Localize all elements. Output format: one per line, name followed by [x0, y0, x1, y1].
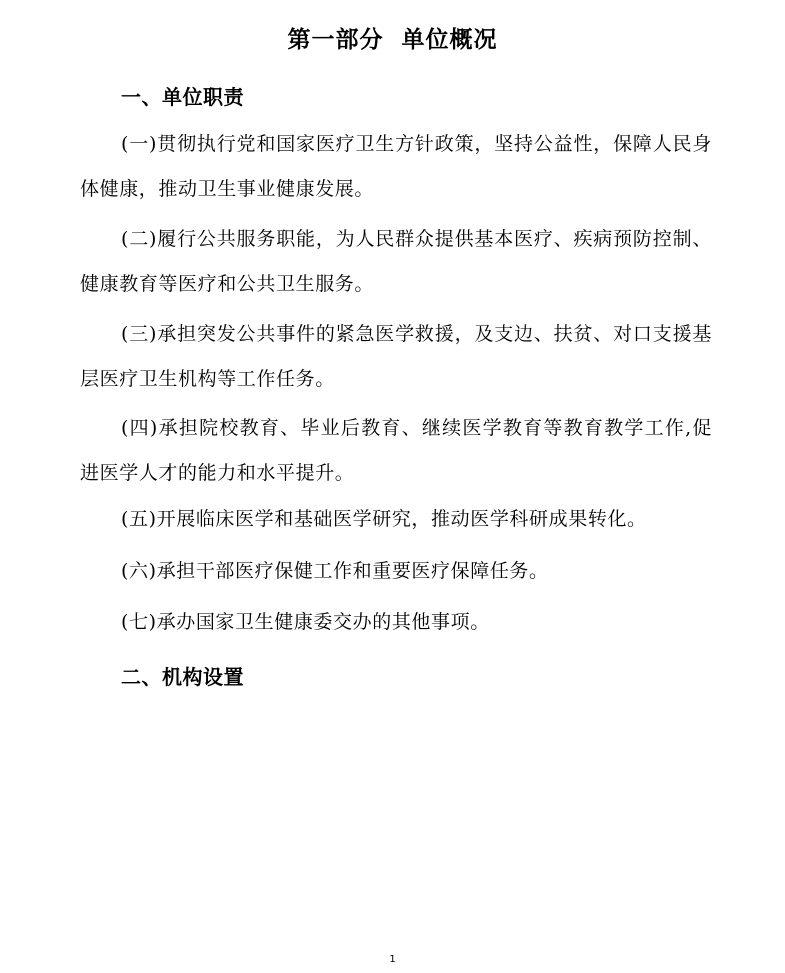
page-title: 第一部分 单位概况 — [287, 27, 498, 53]
duty-paragraph-7: (七)承办国家卫生健康委交办的其他事项。 — [121, 611, 490, 633]
duty-paragraph-3: (三)承担突发公共事件的紧急医学救援，及支边、扶贫、对口支援基层医疗卫生机构等工作任务。 — [80, 323, 712, 390]
duty-paragraph-6: (六)承担干部医疗保健工作和重要医疗保障任务。 — [121, 560, 549, 582]
duty-paragraph-2: (二)履行公共服务职能，为人民群众提供基本医疗、疾病预防控制、健康教育等医疗和公共卫生服务。 — [80, 228, 712, 295]
page-number: 1 — [389, 954, 396, 965]
duty-paragraph-4: (四)承担院校教育、毕业后教育、继续医学教育等教育教学工作,促进医学人才的能力和水平提升。 — [80, 417, 712, 484]
duty-paragraph-5: (五)开展临床医学和基础医学研究，推动医学科研成果转化。 — [121, 508, 647, 530]
duty-paragraph-1: (一)贯彻执行党和国家医疗卫生方针政策，坚持公益性，保障人民身体健康，推动卫生事业健康发展。 — [80, 133, 712, 200]
section-heading-organization: 二、机构设置 — [121, 665, 244, 689]
section-heading-duties: 一、单位职责 — [121, 85, 244, 109]
